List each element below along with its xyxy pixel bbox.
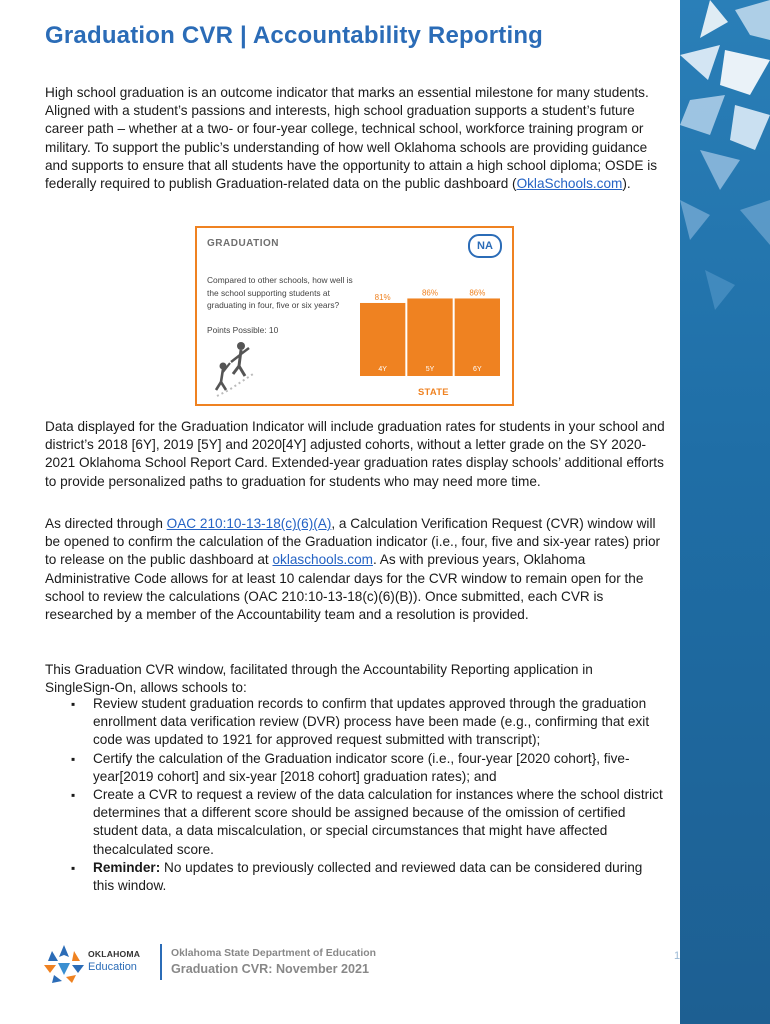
footer-organization: Oklahoma State Department of Education	[171, 948, 376, 959]
oklaschools-link[interactable]: OklaSchools.com	[516, 176, 623, 192]
list-item: ▪ Review student graduation records to confirm that updates approved through the graduation enrollment data verification review (DVR) process have been made (e.g., confirming that exit code was updated to 1921 for approved request submitted with transcript);	[45, 695, 665, 750]
directive-text-3: . As with previous years, Oklahoma Administrative Code allows for at least 10 calendar days for the CVR window to remain open for the school to review the calculations (OAC 210:10-13-18(c)(6)(B)). Once submitted, each CVR is researched by a member of the Accountability team and a resolution is provided.	[45, 552, 644, 623]
figure-question: Compared to other schools, how well is the school supporting students at graduating in four, five or six years?	[207, 275, 353, 311]
footer-document-title: Graduation CVR: November 2021	[171, 962, 370, 976]
graduation-figure	[195, 226, 514, 406]
reminder-item	[45, 859, 665, 895]
logo-text-education: Education	[88, 961, 137, 973]
cvr-directive-paragraph	[45, 515, 665, 624]
oklaschools-dashboard-link[interactable]: oklaschools.com	[272, 552, 373, 568]
intro-text: High school graduation is an outcome indicator that marks an essential milestone for many students. Aligned with a student’s passions and interests, high school graduation supports a student’s future career path – whether at a two- or four-year college, technical school, workforce training program or military. To support the public’s understanding of how well Oklahoma schools are providing guidance and supports to ensure that all students have the opportunity to attain a high school diploma; OSDE is federally required to publish Graduation-related data on the public dashboard (	[45, 85, 658, 192]
chart-x-label: STATE	[418, 386, 449, 397]
star-pattern-icon	[680, 0, 770, 1024]
page-title: Graduation CVR | Accountability Reporting	[45, 22, 544, 49]
bar-category-label: 5Y	[425, 366, 435, 373]
directive-text-2: , a Calculation Verification Request (CVR) window will be opened to confirm the calculation of the Graduation indicator (i.e., four, five and six-year rates) prior to release on the public dashboard at	[45, 516, 661, 568]
intro-end: ).	[622, 176, 631, 192]
grade-badge: NA	[468, 234, 502, 258]
directive-text-1: As directed through	[45, 516, 167, 531]
graduation-bar-chart	[360, 268, 500, 378]
bar-value-label: 86%	[421, 288, 439, 298]
window-intro-paragraph: This Graduation CVR window, facilitated through the Accountability Reporting application in SingleSign-On, allows schools to:	[45, 662, 593, 696]
decorative-sidebar	[680, 0, 770, 1024]
list-item: ▪ Create a CVR to request a review of the data calculation for instances where the school district determines that a different score should be assigned because of the omission of certified student data, a data miscalculation, or special circumstances that might have affected thecalculated score.	[45, 786, 665, 859]
logo-text-oklahoma: OKLAHOMA	[88, 949, 141, 959]
bar-value-label: 86%	[469, 288, 486, 298]
bar-category-label: 4Y	[378, 366, 387, 373]
bar-6Y	[455, 298, 500, 376]
oac-link[interactable]: OAC 210:10-13-18(c)(6)(A)	[166, 516, 332, 531]
intro-paragraph	[45, 84, 665, 193]
list-item: ▪ Certify the calculation of the Graduation indicator score (i.e., four-year [2020 cohort}, five-year[2019 cohort] and six-year [2018 cohort] graduation rates); and	[45, 750, 665, 786]
reminder-text: No updates to previously collected and reviewed data can be considered during this window.	[93, 859, 643, 894]
climbing-figures-icon	[203, 338, 263, 398]
data-display-paragraph: Data displayed for the Graduation Indicator will include graduation rates for students in your school and district’s 2018 [6Y], 2019 [5Y] and 2020[4Y] adjusted cohorts, without a letter grade on the SY 2020-2021 Oklahoma School Report Card. Extended-year graduation rates display schools’ additional efforts to provide personalized paths to graduation for students who may need more time.	[45, 419, 665, 489]
figure-title: GRADUATION	[207, 238, 280, 249]
capabilities-list	[45, 695, 665, 895]
oklahoma-education-logo-icon	[44, 943, 86, 983]
points-possible: Points Possible: 10	[207, 325, 279, 335]
bar-category-label: 6Y	[473, 366, 482, 373]
bar-5Y	[407, 298, 452, 376]
bar-value-label: 81%	[374, 292, 391, 302]
reminder-label: Reminder:	[93, 859, 161, 875]
page-number: 1	[674, 950, 681, 962]
footer-divider	[160, 944, 162, 980]
